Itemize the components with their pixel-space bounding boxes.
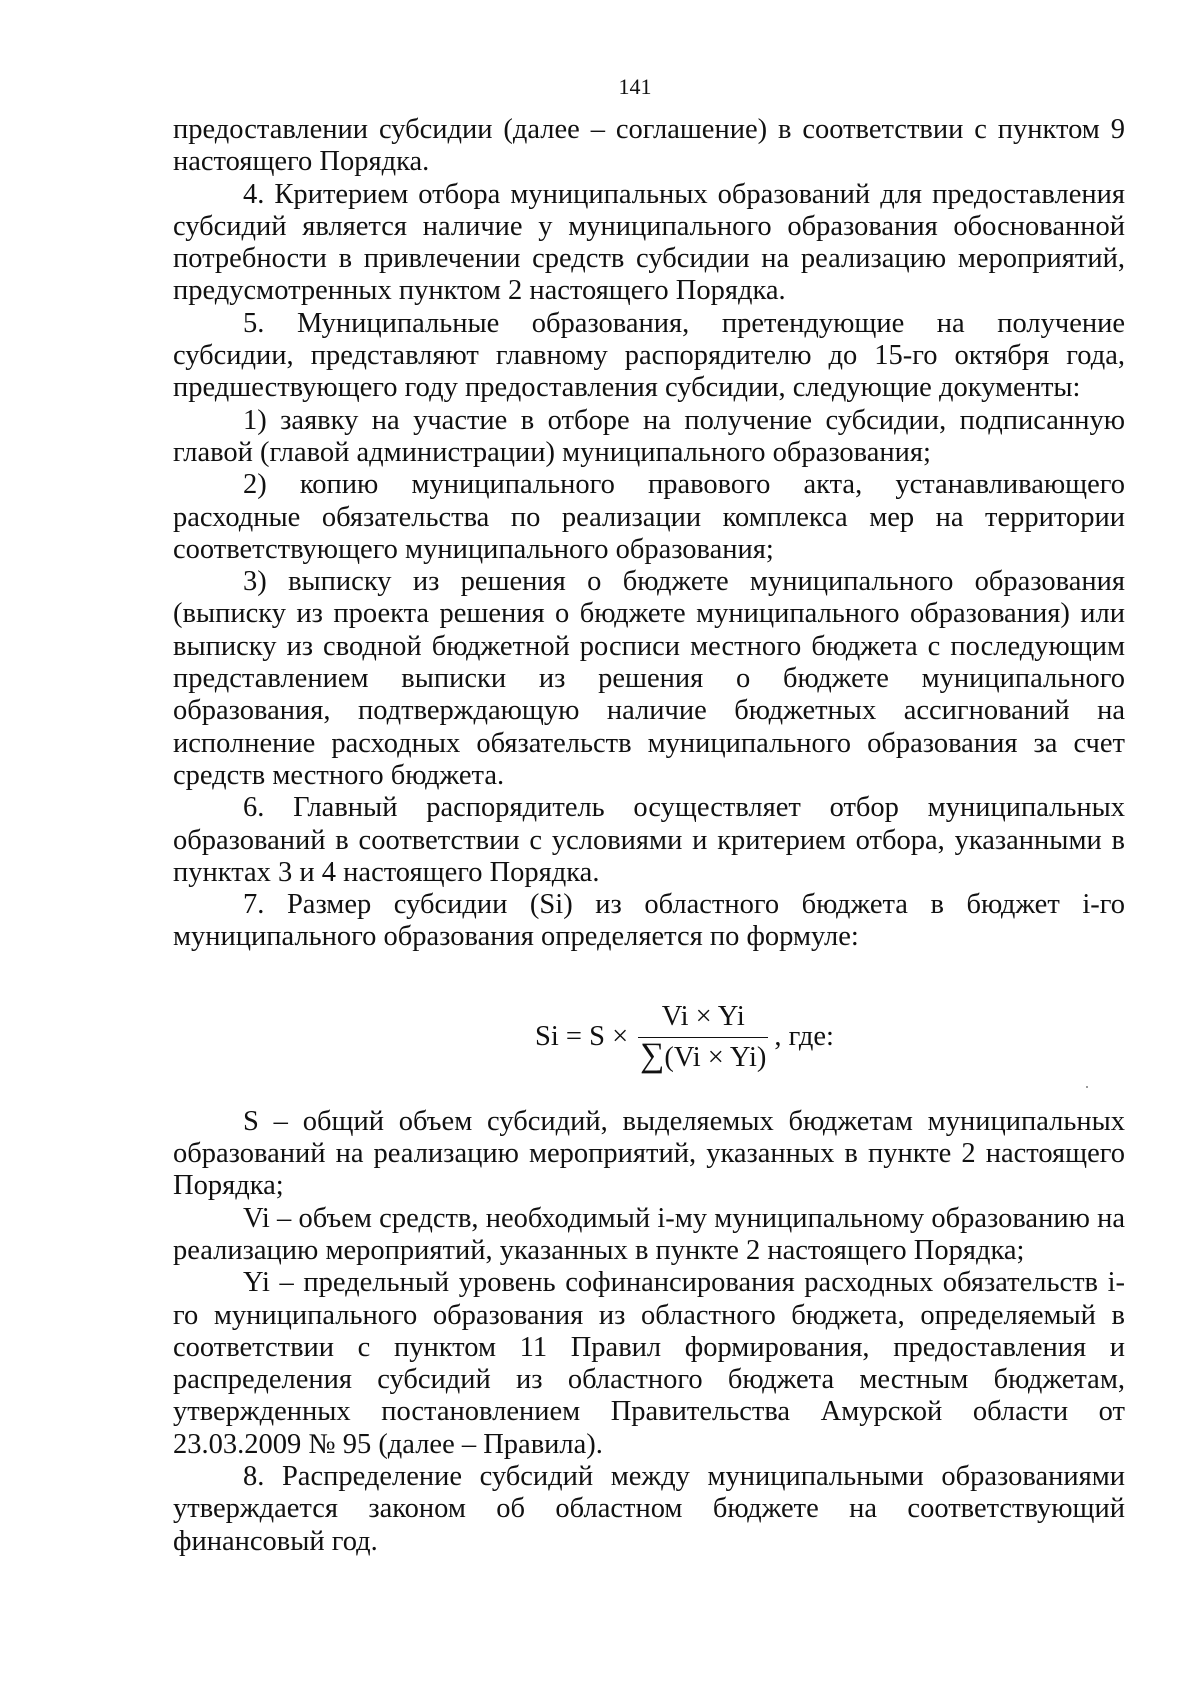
paragraph: S – общий объем субсидий, выделяемых бюджетам муниципальных образований на реализацию мероприятий, указанных в пункте 2 настоящего Порядка; bbox=[173, 1105, 1125, 1202]
paragraph: 8. Распределение субсидий между муниципальными образованиями утверждается законом об областном бюджете на соответствующий финансовый год. bbox=[173, 1460, 1125, 1557]
scan-speck bbox=[1086, 1086, 1088, 1088]
paragraph: 3) выписку из решения о бюджете муниципального образования (выписку из проекта решения о бюджете муниципального образования) или выписку из сводной бюджетной росписи местного бюджета с последующим представлением выписки из решения о бюджете муниципального образования, подтверждающую наличие бюджетных ассигнований на исполнение расходных обязательств муниципального образования за счет средств местного бюджета. bbox=[173, 566, 1125, 791]
formula-denominator-wrap bbox=[638, 1037, 768, 1074]
paragraph: Vi – объем средств, необходимый i-му муниципальному образованию на реализацию мероприятий, указанных в пункте 2 настоящего Порядка; bbox=[173, 1202, 1125, 1266]
page-number: 141 bbox=[618, 74, 652, 99]
document-body bbox=[173, 114, 1125, 1558]
paragraph: 4. Критерием отбора муниципальных образований для предоставления субсидий является наличие у муниципального образования обоснованной потребности в привлечении средств субсидии на реализацию мероприятий, предусмотренных пунктом 2 настоящего Порядка. bbox=[173, 178, 1125, 307]
paragraph: 5. Муниципальные образования, претендующие на получение субсидии, представляют главному распорядителю до 15-го октября года, предшествующего году предоставления субсидии, следующие документы: bbox=[173, 307, 1125, 404]
formula-lhs: Si = S × bbox=[535, 1021, 629, 1053]
formula-suffix: , где: bbox=[774, 1021, 834, 1053]
sigma-symbol: ∑ bbox=[640, 1036, 665, 1074]
formula-denominator: (Vi × Yi) bbox=[664, 1041, 767, 1073]
paragraph: 7. Размер субсидии (Si) из областного бюджета в бюджет i-го муниципального образования определяется по формуле: bbox=[173, 889, 1125, 953]
paragraph: 2) копию муниципального правового акта, устанавливающего расходные обязательства по реализации комплекса мер на территории соответствующего муниципального образования; bbox=[173, 469, 1125, 565]
paragraph: 1) заявку на участие в отборе на получение субсидии, подписанную главой (главой администрации) муниципального образования; bbox=[173, 404, 1125, 468]
formula-fraction bbox=[638, 1001, 768, 1074]
formula-row bbox=[535, 1001, 834, 1074]
paragraph: 6. Главный распорядитель осуществляет отбор муниципальных образований в соответствии с условиями и критерием отбора, указанными в пунктах 3 и 4 настоящего Порядка. bbox=[173, 792, 1125, 888]
paragraphs-after-formula bbox=[173, 1106, 1125, 1558]
paragraphs-before-formula bbox=[173, 114, 1125, 954]
subsidy-formula bbox=[173, 981, 1125, 1091]
paragraph: предоставлении субсидии (далее – соглашение) в соответствии с пунктом 9 настоящего Порядка. bbox=[173, 114, 1125, 178]
formula-numerator: Vi × Yi bbox=[661, 1000, 745, 1032]
paragraph: Yi – предельный уровень софинансирования расходных обязательств i-го муниципального образования из областного бюджета, определяемый в соответствии с пунктом 11 Правил формирования, предоставления и распределения субсидий из областного бюджета местным бюджетам, утвержденных постановлением Правительства Амурской области от 23.03.2009 № 95 (далее – Правила). bbox=[173, 1267, 1125, 1460]
